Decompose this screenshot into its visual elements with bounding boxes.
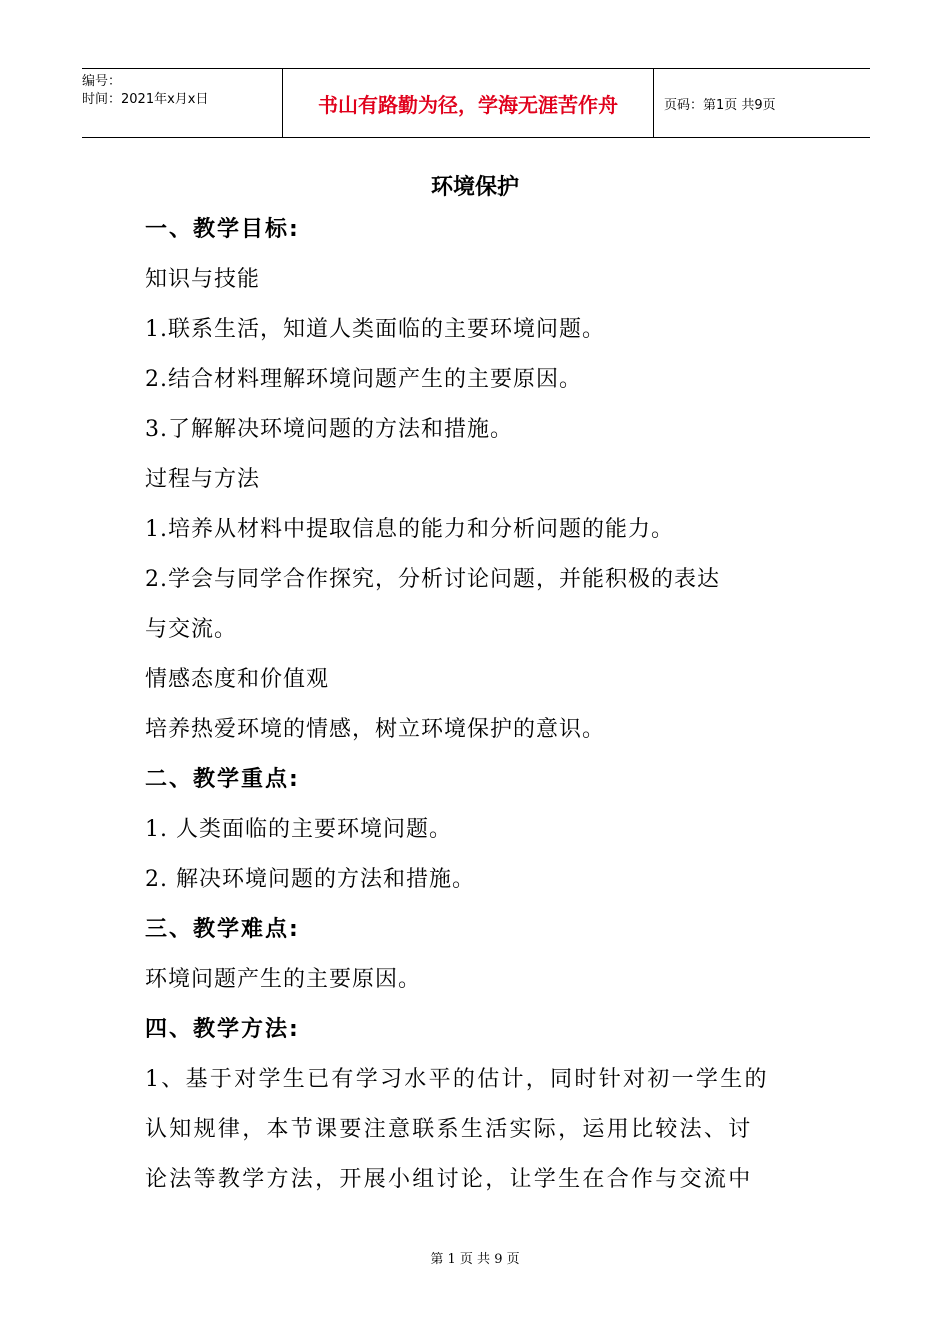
paragraph-line: 1.培养从材料中提取信息的能力和分析问题的能力。 — [145, 517, 674, 542]
paragraph-line: 3.了解解决环境问题的方法和措施。 — [145, 417, 513, 442]
paragraph-line: 1. 人类面临的主要环境问题。 — [145, 817, 452, 842]
subheading: 过程与方法 — [145, 467, 261, 492]
paragraph-line: 环境问题产生的主要原因。 — [145, 967, 422, 992]
date-label: 时间：2021年x月x日 — [82, 92, 209, 107]
paragraph-line: 2. 解决环境问题的方法和措施。 — [145, 867, 475, 892]
section-heading: 二、教学重点: — [145, 767, 300, 792]
paragraph-line: 2.结合材料理解环境问题产生的主要原因。 — [145, 367, 582, 392]
paragraph-line: 1.联系生活，知道人类面临的主要环境问题。 — [145, 317, 605, 342]
document-title: 环境保护 — [430, 175, 519, 200]
paragraph-line: 认知规律，本节课要注意联系生活实际，运用比较法、讨 — [145, 1117, 753, 1142]
page-header — [82, 68, 870, 138]
paragraph-line: 论法等教学方法，开展小组讨论，让学生在合作与交流中 — [145, 1167, 753, 1192]
document-body — [145, 205, 810, 1205]
section-heading: 四、教学方法: — [145, 1017, 300, 1042]
header-meta — [82, 69, 282, 137]
paragraph-line: 2.学会与同学合作探究，分析讨论问题，并能积极的表达 — [145, 567, 720, 592]
paragraph-line: 1、基于对学生已有学习水平的估计，同时针对初一学生的 — [145, 1067, 769, 1092]
number-label: 编号： — [82, 74, 122, 89]
header-motto: 书山有路勤为径，学海无涯苦作舟 — [282, 69, 654, 137]
paragraph-line: 与交流。 — [145, 617, 238, 642]
page-footer: 第 1 页 共 9 页 — [430, 1252, 520, 1267]
header-page-number: 页码：第1页 共9页 — [664, 97, 776, 113]
paragraph-line: 培养热爱环境的情感，树立环境保护的意识。 — [145, 717, 606, 742]
section-heading: 三、教学难点: — [145, 917, 300, 942]
subheading: 知识与技能 — [145, 267, 261, 292]
subheading: 情感态度和价值观 — [145, 667, 330, 692]
section-heading: 一、教学目标: — [145, 217, 300, 242]
